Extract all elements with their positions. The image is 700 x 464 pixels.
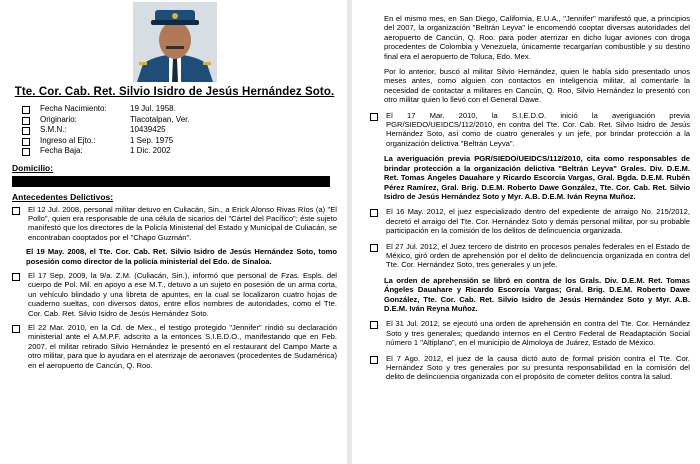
domicilio-heading: Domicilio:: [12, 162, 54, 173]
list-item: [370, 111, 690, 149]
paragraph-text: El 22 Mar. 2010, en la Cd. de Mex., el testigo protegido "Jennifer" rindió su declaración ministerial ante el A.M.P.F. adscrito a la entonces S.I.E.D.O., manifestando que en Feb. 2007, el militar retirado Silvio Hernández le presentó en el restaurant del Campo Marte a otro militar, para que lo ayudara en el aterrizaje de aeronaves (procedentes de Sudamérica) en el aeropuerto de Cancún, Q. Roo.: [28, 322, 337, 370]
antecedentes-heading: Antecedentes Delictivos:: [12, 191, 114, 202]
checkbox-bullet-icon: [22, 127, 30, 135]
fact-value: 10439425: [130, 125, 166, 134]
checkbox-bullet-icon: [12, 325, 20, 333]
checkbox-bullet-icon: [22, 148, 30, 156]
checkbox-bullet-icon: [370, 321, 378, 329]
officer-name: Tte. Cor. Cab. Ret. Silvio Isidro de Jesús Hernández Soto.: [14, 86, 335, 98]
redaction-bar: [12, 176, 330, 187]
document-page-right: [352, 0, 700, 464]
list-item: [12, 323, 337, 370]
fact-label: Originario:: [40, 114, 77, 124]
bold-note: El 19 May. 2008, el Tte. Cor. Cab. Ret. Silvio Isidro de Jesús Hernández Soto, tomo posesión como director de la policía ministerial del Edo. de Sinaloa.: [26, 247, 337, 266]
paragraph-text: Por lo anterior, buscó al militar Silvio Hernández, quien le había sido presentado unos meses antes, como alguien con contactos en inteligencia militar, al comentarle la necesidad de contactar a militares en Cancún, Q. Roo, Silvio Hernández lo presentó con otro militar quien lo llevó con el General Dawe.: [384, 67, 690, 105]
checkbox-bullet-icon: [370, 209, 378, 217]
paragraph-text: En el mismo mes, en San Diego, California, E.U.A., "Jennifer" manifestó que, a principios del 2007, la organización "Beltrán Leyva" le encomendó cooptar diversas autoridades del aeropuerto de Cancún, Q. Roo. para poder aterrizar en dicho lugar aviones con droga procedentes de Colombia y Venezuela, únicamente recargarían combustible y su destino final era el aeropuerto de Toluca, Edo. Mex.: [384, 14, 690, 61]
paragraph-text: El 17 Sep. 2009, la 9/a. Z.M. (Culiacán, Sin.), informó que personal de Fzas. Espls. del cuerpo de Pol. Mil. en apoyo a ese M.T., detuvo a un sujeto en posesión de un arma corta, un vehículo blindado y una libreta de apuntes, en la cual se localizaron cuatro hojas de cuaderno sueltas, con diversos datos, entre ellos nombres de autoridades, como el Tte. Cor. Cab. Ret. Silvio Isidro de Jesús Hernández Soto.: [28, 270, 337, 318]
fact-row: [22, 125, 337, 136]
list-item: [12, 205, 337, 243]
list-item: [12, 271, 337, 318]
paragraph-text: El 12 Jul. 2008, personal militar detuvo en Culiacán, Sin., a Erick Alonso Rivas Ríos (a) "El Pollo", quien era responsable de una célula de sicarios del "Cártel del Pacífico"; éste sujeto manifestó que los directores de la Policía Ministerial del Estado y Municipal de Culiacán, se encontraban cooptados por el "Chapo Guzmán".: [28, 204, 337, 242]
checkbox-bullet-icon: [12, 207, 20, 215]
list-item: [370, 242, 690, 270]
fact-value: Tlacotalpan, Ver.: [130, 114, 190, 124]
fact-row: [22, 115, 337, 126]
paragraph-text: El 7 Ago. 2012, el juez de la causa dictó auto de formal prisión contra el Tte. Cor. Hernández Soto y tres generales por su presunta responsabilidad en la comisión del delito de delincuencia organizada con el propósito de cometer delitos contra la salud.: [386, 353, 690, 382]
fact-value: 19 Jul. 1958.: [130, 104, 176, 113]
fact-value: 1 Sep. 1975: [130, 135, 174, 145]
personal-facts: [22, 104, 337, 157]
document-page-left: [0, 0, 347, 464]
paragraph-text: El 31 Jul. 2012, se ejecutó una orden de aprehensión en contra del Tte. Cor. Hernández Soto y tres generales; quedando internos en el Centro Federal de Readaptación Social número 1 "Altiplano", en el municipio de Almoloya de Juárez, Estado de México.: [386, 319, 690, 348]
paragraph-text: El 27 Jul. 2012, el Juez tercero de distrito en procesos penales federales en el Estado de México, giró orden de aprehensión por el delito de delincuencia organizada en contra del Tte. Cor. Hernández Soto, tres generales y un jefe.: [386, 241, 690, 270]
paragraph-text: El 16 May. 2012, el juez especializado dentro del expediente de arraigo No. 215/2012, decretó el arraigo del Tte. Cor. Hernández Soto y demás personal militar, por su probable participación en la comisión de los delitos de delincuencia organizada.: [386, 207, 690, 236]
checkbox-bullet-icon: [370, 113, 378, 121]
checkbox-bullet-icon: [12, 273, 20, 281]
fact-row: [22, 146, 337, 157]
fact-row: [22, 136, 337, 147]
list-item: [370, 207, 690, 235]
fact-label: S.M.N.:: [40, 125, 67, 134]
paragraph-text: El 17 Mar. 2010, la S.I.E.D.O. inició la averiguación previa PGR/SIEDO/UEIDCS/112/2010, en contra del Tte. Cor. Cab. Ret. Silvio Isidro de Jesús Hernández Soto, así como de cuatro generales y un jefe, por brindar protección a la organización delictiva "Beltrán Leyva".: [386, 110, 690, 148]
fact-label: Fecha Baja:: [40, 146, 83, 155]
officer-photo: [133, 2, 217, 82]
checkbox-bullet-icon: [370, 356, 378, 364]
fact-label: Fecha Nacimiento:: [40, 104, 107, 113]
bold-note: La averiguación previa PGR/SIEDO/UEIDCS/112/2010, cita como responsables de brindar protección a la organización delictiva "Beltrán Leyva" Grales. Div. D.E.M. Ret. Tomas Ángeles Dauahare y Ricardo Escorcia Vargas, Gral. Bgda. D.E.M. Rubén Pérez Ramírez, Gral. Brig. D.E.M. Roberto Dawe González, Tte. Cor. Cab. Ret. Silvio Isidro de Jesús Hernández Soto y Myr. A.B. D.E.M. Iván Reyna Muñoz.: [384, 154, 690, 201]
checkbox-bullet-icon: [22, 106, 30, 114]
fact-row: [22, 104, 337, 115]
bold-note: La orden de aprehensión se libró en contra de los Grals. Div. D.E.M. Ret. Tomas Ángeles Dauahare y Ricardo Escorcia Vargas; Gral. Brig. D.E.M. Roberto Dawe González, Tte. Cor. Cab. Ret. Silvio Isidro de Jesús Hernández Soto y Myr. A.B. D.E.M. Iván Reyna Muñoz.: [384, 275, 690, 313]
checkbox-bullet-icon: [370, 244, 378, 252]
list-item: [370, 354, 690, 382]
checkbox-bullet-icon: [22, 138, 30, 146]
fact-value: 1 Dic. 2002: [130, 146, 171, 155]
list-item: [370, 319, 690, 347]
checkbox-bullet-icon: [22, 117, 30, 125]
fact-label: Ingreso al Ejto.:: [40, 135, 96, 145]
